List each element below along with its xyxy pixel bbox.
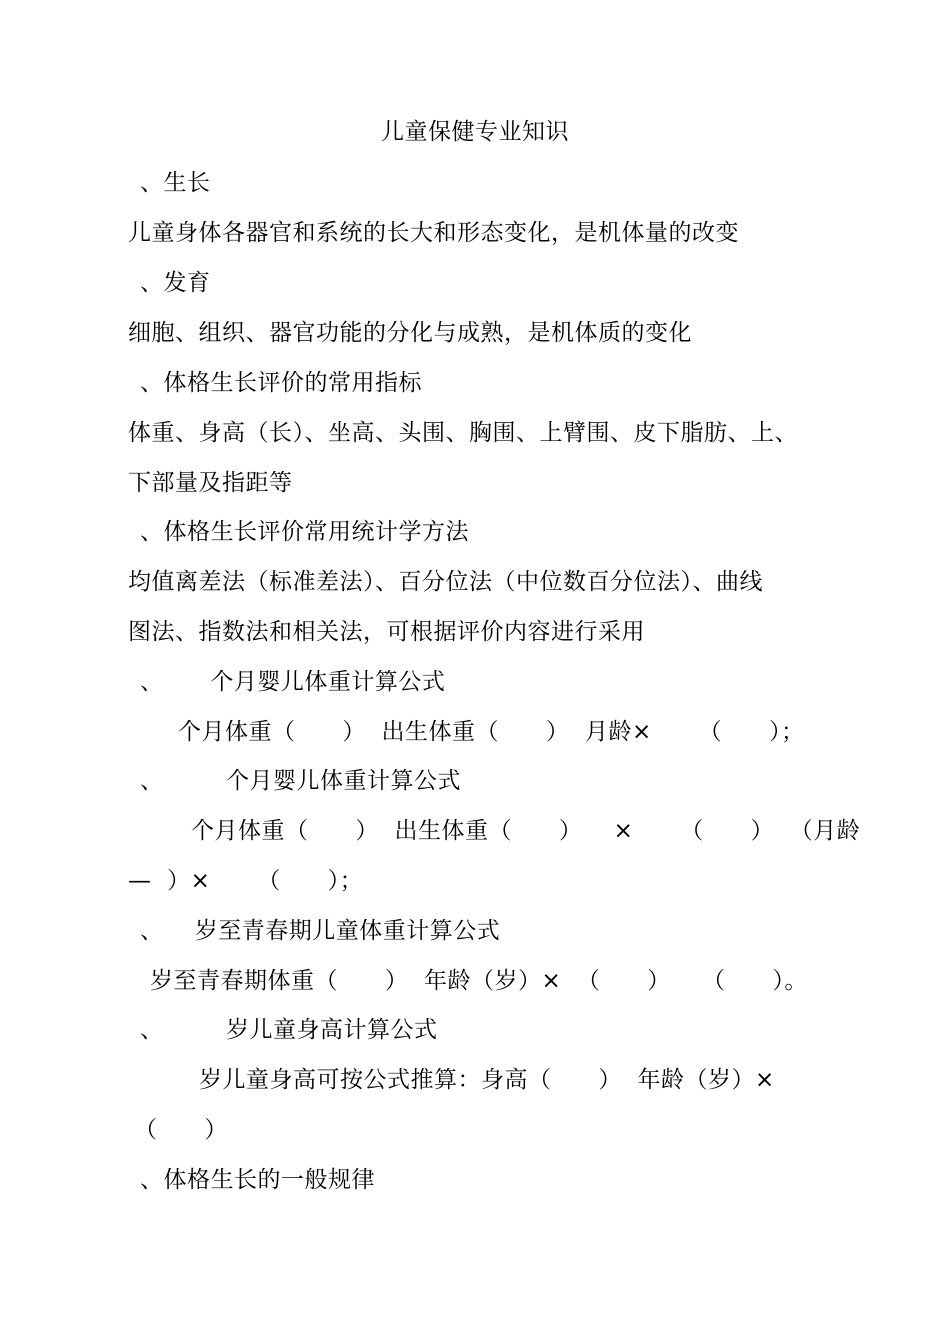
paragraph-growth-definition: 儿童身体各器官和系统的长大和形态变化，是机体量的改变 <box>128 220 739 246</box>
section-heading-statistical-methods: 、体格生长评价常用统计学方法 <box>140 519 469 545</box>
formula-child-height-line-1: 岁儿童身高可按公式推算：身高（ ） 年龄（岁）× <box>199 1067 775 1093</box>
formula-infant-weight-1: 个月体重（ ） 出生体重（ ） 月龄× （ ）； <box>178 719 805 745</box>
section-heading-growth: 、生长 <box>140 170 211 196</box>
section-heading-growth-rules: 、体格生长的一般规律 <box>140 1167 375 1193</box>
document-title: 儿童保健专业知识 <box>381 119 569 145</box>
formula-child-height-line-2: （ ） <box>134 1117 228 1143</box>
paragraph-growth-indicators-line-2: 下部量及指距等 <box>128 470 293 496</box>
section-heading-infant-weight-formula-1: 、 个月婴儿体重计算公式 <box>140 669 446 695</box>
section-heading-development: 、发育 <box>140 270 211 296</box>
section-heading-child-height-formula: 、 岁儿童身高计算公式 <box>140 1017 438 1043</box>
paragraph-statistical-methods-line-1: 均值离差法（标准差法）、百分位法（中位数百分位法）、曲线 <box>128 569 763 595</box>
paragraph-statistical-methods-line-2: 图法、指数法和相关法，可根据评价内容进行采用 <box>128 619 645 645</box>
formula-infant-weight-2-line-1: 个月体重（ ） 出生体重（ ） × （ ） （月龄 <box>191 818 861 844</box>
formula-child-weight: 岁至青春期体重（ ） 年龄（岁）× （ ） （ ）。 <box>150 968 808 994</box>
paragraph-development-definition: 细胞、组织、器官功能的分化与成熟，是机体质的变化 <box>128 320 692 346</box>
section-heading-growth-indicators: 、体格生长评价的常用指标 <box>140 370 422 396</box>
formula-infant-weight-2-line-2: — ）× （ ）； <box>128 868 364 894</box>
section-heading-child-weight-formula: 、 岁至青春期儿童体重计算公式 <box>140 918 501 944</box>
section-heading-infant-weight-formula-2: 、 个月婴儿体重计算公式 <box>140 768 461 794</box>
paragraph-growth-indicators-line-1: 体重、身高（长）、坐高、头围、胸围、上臂围、皮下脂肪、上、 <box>128 420 798 446</box>
